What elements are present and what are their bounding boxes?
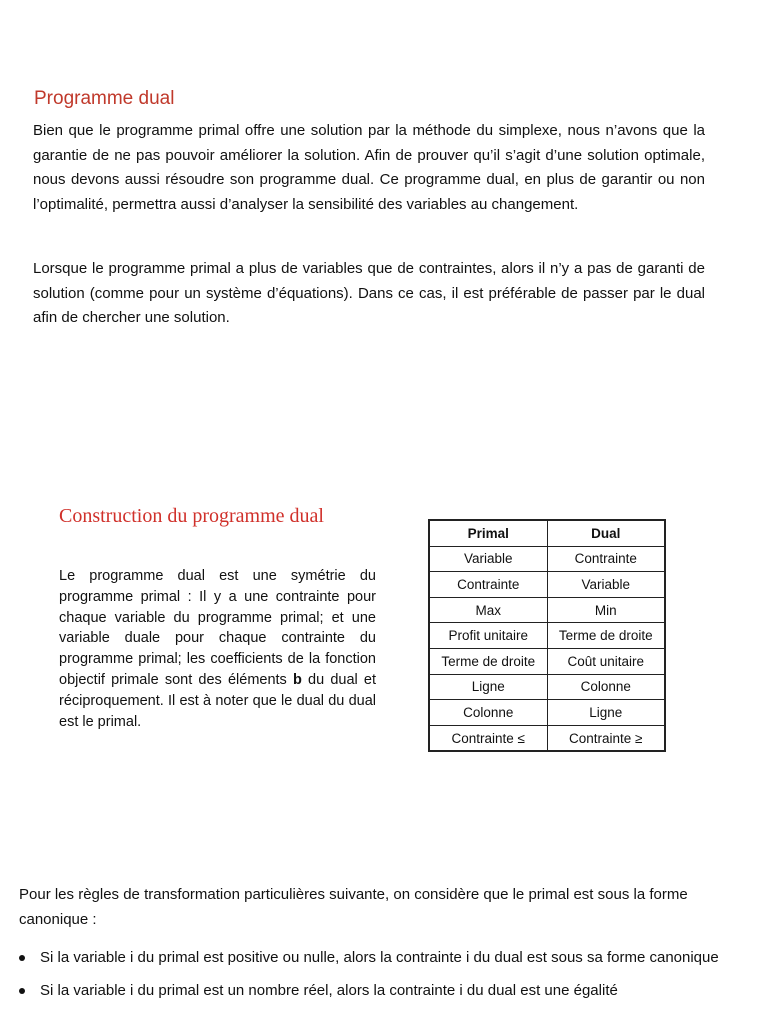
table-row bbox=[429, 725, 665, 751]
table-row bbox=[429, 597, 665, 623]
table-cell-dual: Contrainte bbox=[547, 546, 665, 572]
construction-text-part-1: Le programme dual est une symétrie du programme primal : Il y a une contrainte pour chaque variable du programme primal; et une variable duale pour chaque contrainte du programme primal; les coefficients de la fonction objectif primale sont des éléments bbox=[59, 568, 376, 688]
header-primal: Primal bbox=[429, 520, 547, 546]
table-row bbox=[429, 546, 665, 572]
rule-text: Si la variable i du primal est positive ou nulle, alors la contrainte i du dual est sous sa forme canonique bbox=[40, 949, 719, 966]
table-row bbox=[429, 648, 665, 674]
table-cell-primal: Terme de droite bbox=[429, 648, 547, 674]
construction-title: Construction du programme dual bbox=[59, 505, 324, 527]
paragraph-variables-constraints: Lorsque le programme primal a plus de variables que de contraintes, alors il n’y a pas de garanti de solution (comme pour un système d’équations). Dans ce cas, il est préférable de passer par le dual afin de chercher une solution. bbox=[33, 260, 705, 326]
list-item bbox=[19, 978, 734, 1003]
table-header-row bbox=[429, 520, 665, 546]
list-item bbox=[19, 945, 734, 970]
table-cell-dual: Variable bbox=[547, 572, 665, 598]
table-cell-primal: Ligne bbox=[429, 674, 547, 700]
primal-dual-table bbox=[428, 519, 666, 752]
table-row bbox=[429, 572, 665, 598]
table-cell-dual: Ligne bbox=[547, 700, 665, 726]
table-row bbox=[429, 674, 665, 700]
rules-list bbox=[19, 945, 734, 1011]
bullet-icon bbox=[19, 988, 25, 994]
table-row bbox=[429, 623, 665, 649]
section-title: Programme dual bbox=[34, 88, 175, 109]
header-dual: Dual bbox=[547, 520, 665, 546]
rules-intro: Pour les règles de transformation particulières suivante, on considère que le primal est sous la forme canonique : bbox=[19, 886, 688, 928]
table-cell-dual: Terme de droite bbox=[547, 623, 665, 649]
table-cell-primal: Variable bbox=[429, 546, 547, 572]
table-cell-primal: Colonne bbox=[429, 700, 547, 726]
table-cell-primal: Contrainte ≤ bbox=[429, 725, 547, 751]
table-cell-primal: Max bbox=[429, 597, 547, 623]
table-cell-dual: Colonne bbox=[547, 674, 665, 700]
table-row bbox=[429, 700, 665, 726]
rule-text: Si la variable i du primal est un nombre réel, alors la contrainte i du dual est une égalité bbox=[40, 982, 618, 999]
table-cell-dual: Coût unitaire bbox=[547, 648, 665, 674]
table-cell-primal: Contrainte bbox=[429, 572, 547, 598]
construction-bold-b: b bbox=[292, 671, 302, 688]
paragraph-primal-dual: Bien que le programme primal offre une solution par la méthode du simplexe, nous n’avons que la garantie de ne pas pouvoir améliorer la solution. Afin de prouver qu’il s’agit d’une solution optimale, nous devons aussi résoudre son programme dual. Ce programme dual, en plus de garantir ou non l’optimalité, permettra aussi d’analyser la sensibilité des variables au changement. bbox=[33, 122, 705, 213]
bullet-icon bbox=[19, 955, 25, 961]
construction-text-part-2: du dual et réciproquement. Il est à noter que le dual du dual est le primal. bbox=[59, 671, 376, 730]
construction-paragraph bbox=[59, 566, 376, 732]
table-cell-dual: Contrainte ≥ bbox=[547, 725, 665, 751]
table-cell-primal: Profit unitaire bbox=[429, 623, 547, 649]
table-cell-dual: Min bbox=[547, 597, 665, 623]
